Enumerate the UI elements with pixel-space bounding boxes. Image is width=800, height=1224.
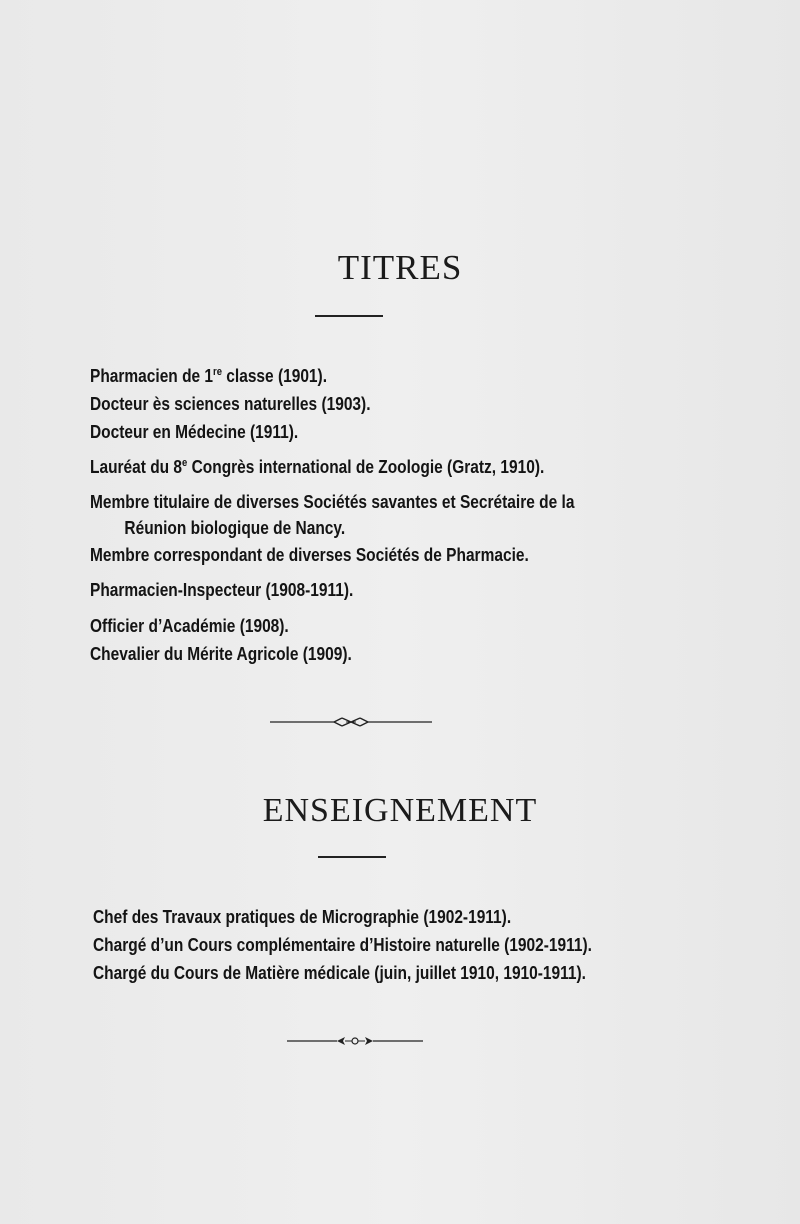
item-text: classe (1901).: [221, 366, 327, 386]
item-superscript: re: [213, 366, 222, 378]
title-underline-rule: [318, 856, 386, 858]
section-title-titres: TITRES: [337, 248, 463, 287]
titres-item: Membre correspondant de diverses Sociétés de Pharmacie.: [90, 545, 529, 565]
enseignement-item: Chargé d’un Cours complémentaire d’Histoire naturelle (1902-1911).: [93, 935, 592, 955]
titres-item: Officier d’Académie (1908).: [90, 616, 289, 636]
divider-ornament-icon: [270, 714, 432, 730]
titres-item: Docteur ès sciences naturelles (1903).: [90, 394, 371, 414]
section-divider-ornament: [270, 714, 432, 730]
section-title-enseignement: ENSEIGNEMENT: [262, 792, 538, 829]
titres-item: Pharmacien-Inspecteur (1908-1911).: [90, 580, 354, 600]
item-superscript: e: [182, 457, 188, 469]
end-ornament-icon: [287, 1034, 423, 1048]
enseignement-item: Chef des Travaux pratiques de Micrographie (1902-1911).: [93, 907, 512, 927]
titres-item: Membre titulaire de diverses Sociétés savantes et Secrétaire de la: [90, 492, 575, 512]
item-text: Lauréat du 8: [90, 457, 183, 477]
section-end-ornament: [287, 1034, 423, 1048]
titres-item: [90, 364, 327, 388]
titres-item-continuation: Réunion biologique de Nancy.: [124, 518, 346, 538]
item-text: Pharmacien de 1: [90, 366, 214, 386]
title-underline-rule: [315, 315, 383, 317]
item-text: Congrès international de Zoologie (Gratz, 1910).: [187, 457, 545, 477]
enseignement-item: Chargé du Cours de Matière médicale (juin, juillet 1910, 1910-1911).: [93, 963, 586, 983]
titres-item: Docteur en Médecine (1911).: [90, 422, 299, 442]
titres-item: Chevalier du Mérite Agricole (1909).: [90, 644, 352, 664]
titres-item: [90, 455, 544, 479]
